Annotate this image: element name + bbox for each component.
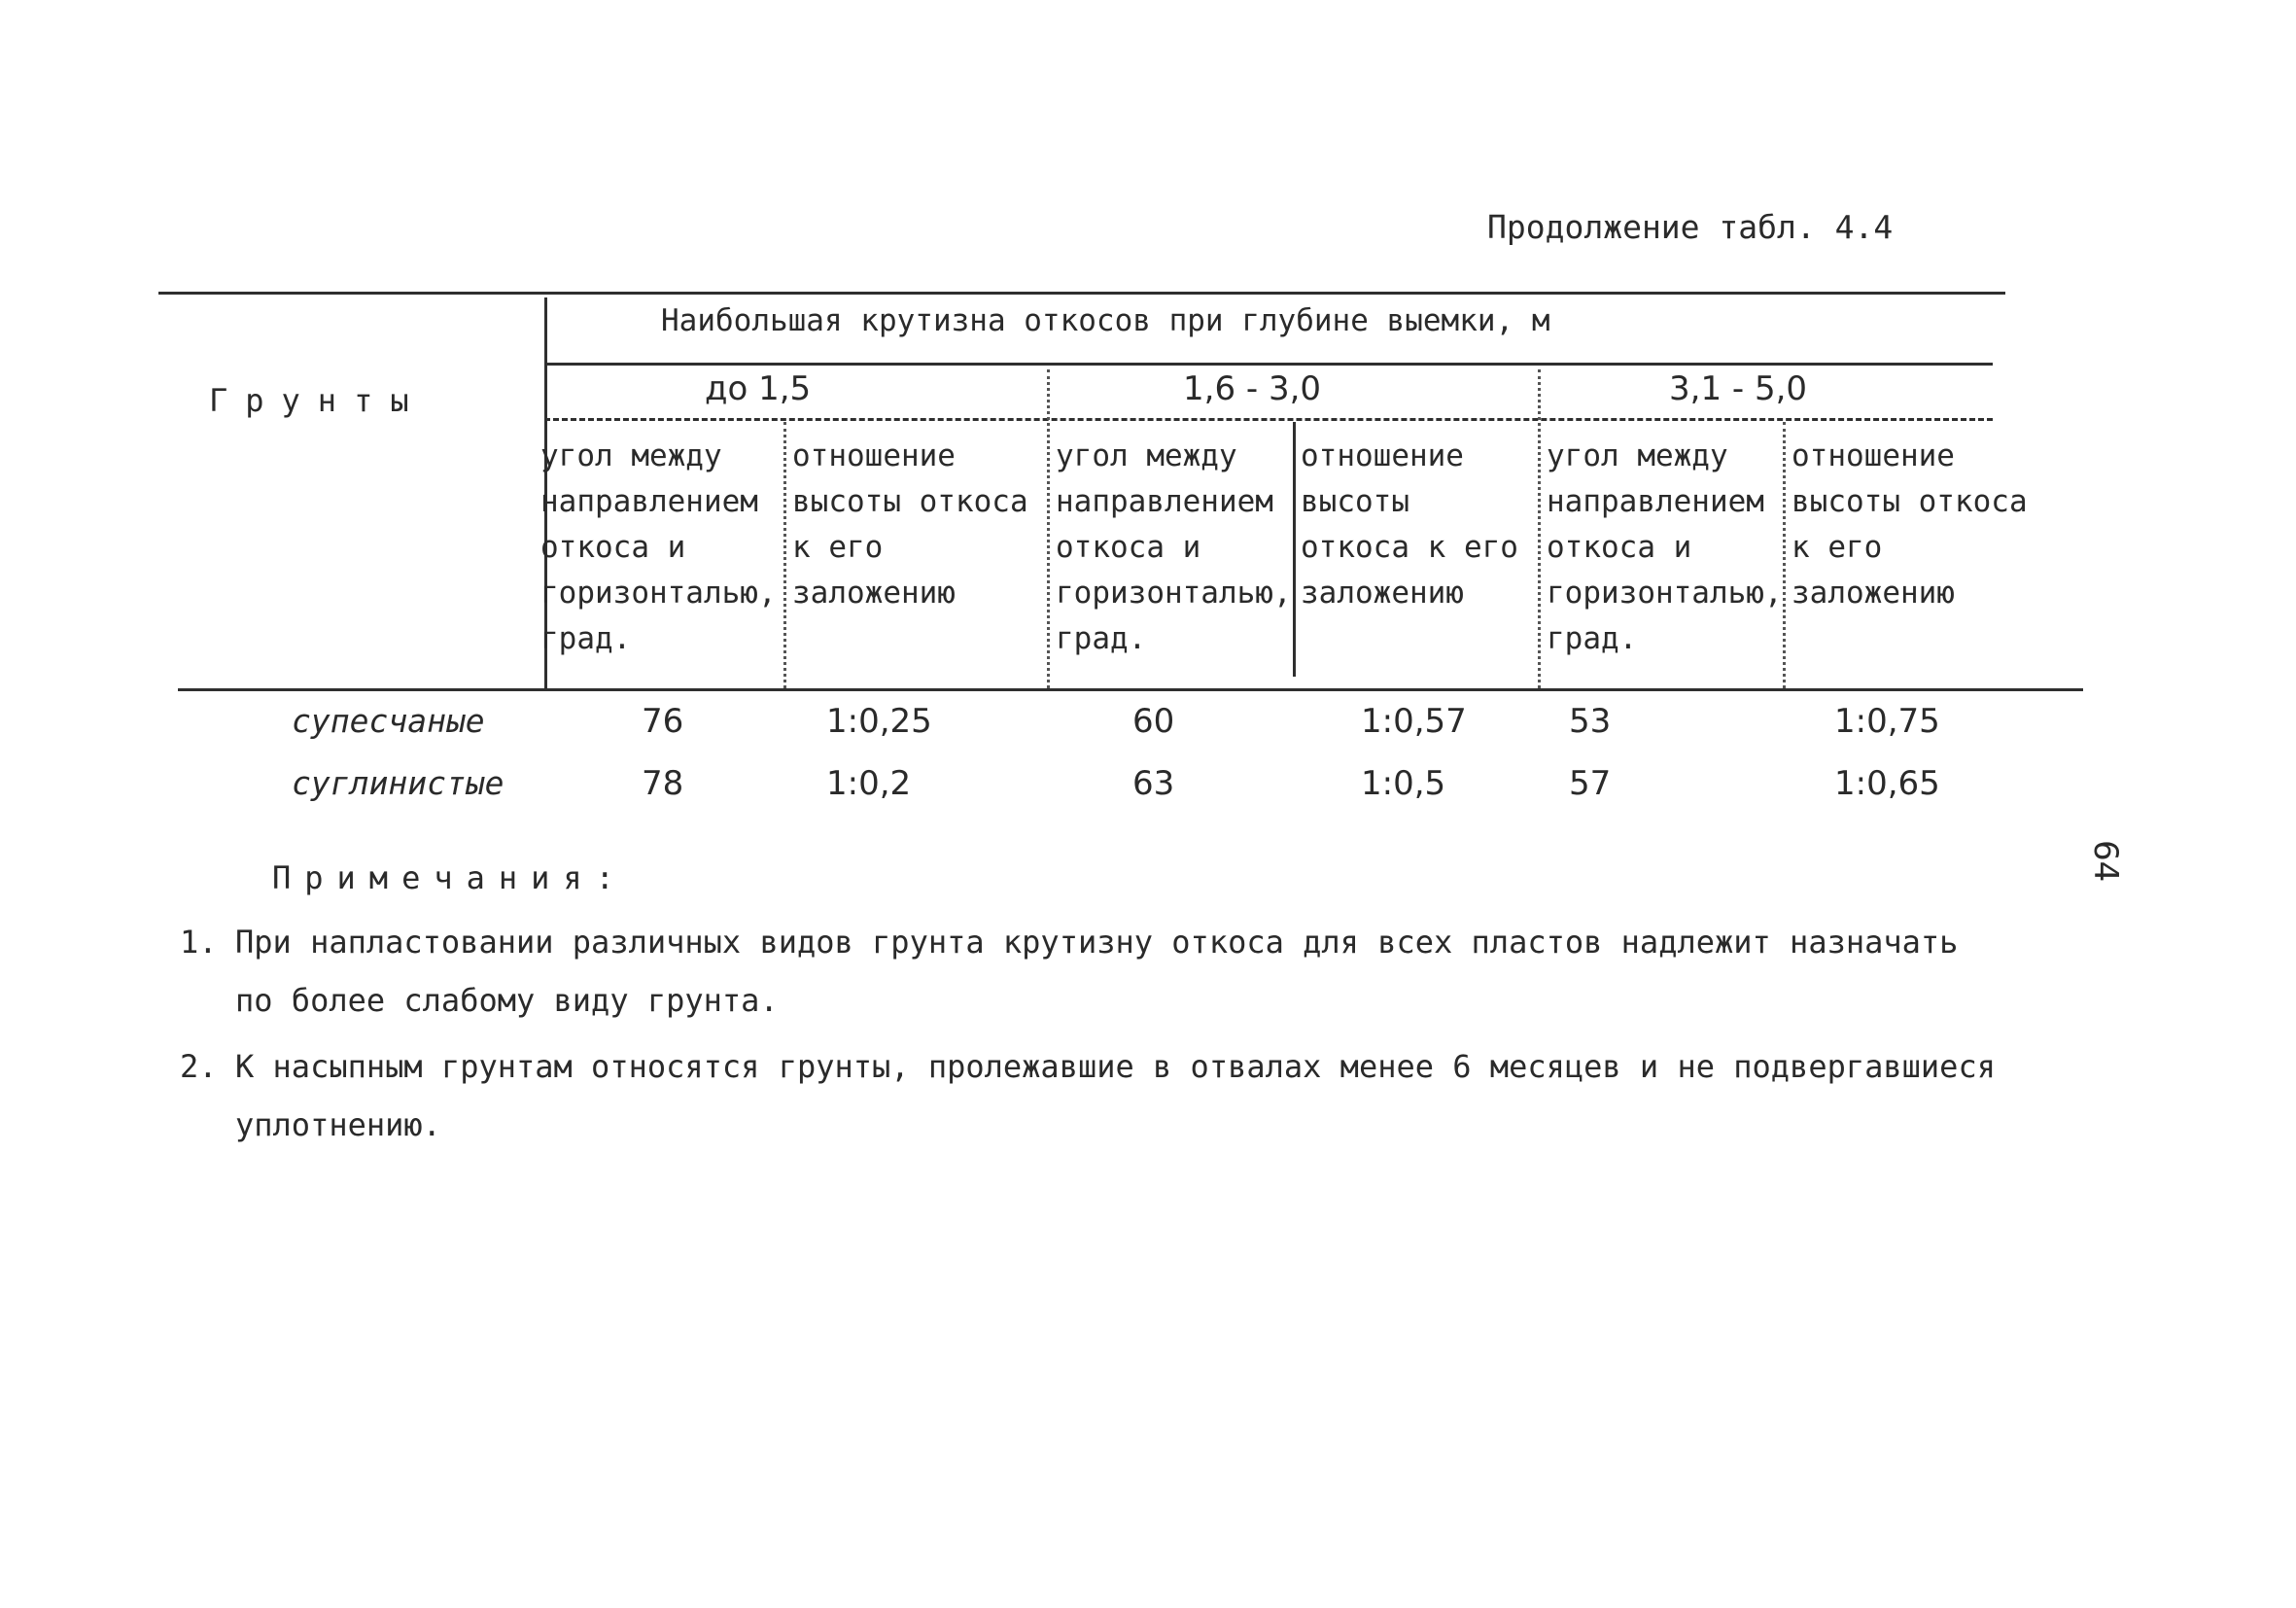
subheader-angle-1: угол между направлением откоса и горизонталью, град. (540, 438, 777, 656)
page-number: 64 (2086, 840, 2125, 883)
note-2-number: 2. (180, 1048, 218, 1085)
table-cell: 76 (642, 702, 684, 741)
table-cell: 78 (642, 764, 684, 803)
table-cell: 60 (1132, 702, 1175, 741)
table-vline-6 (1783, 422, 1786, 688)
table-top-rule (158, 292, 2005, 295)
row-header-soils: Грунты (209, 382, 427, 419)
subheader-angle-2: угол между направлением откоса и горизонталью, град. (1056, 438, 1292, 656)
header-bottom-rule (178, 688, 2083, 691)
table-cell: 1:0,2 (826, 764, 912, 803)
table-caption: Продолжение табл. 4.4 (1487, 208, 1894, 246)
table-cell: 53 (1569, 702, 1612, 741)
table-vline-4 (1293, 422, 1296, 677)
table-row-label: супесчаные (292, 702, 485, 740)
note-2-text-cont: уплотнению. (235, 1106, 441, 1143)
note-1-text-cont: по более слабому виду грунта. (235, 982, 779, 1019)
subheader-rule (544, 418, 1993, 421)
table-row-label: суглинистые (292, 764, 504, 802)
table-cell: 63 (1132, 764, 1175, 803)
table-cell: 57 (1569, 764, 1612, 803)
depth-group-1: до 1,5 (705, 369, 812, 408)
depth-group-2: 1,6 - 3,0 (1183, 369, 1322, 408)
table-cell: 1:0,25 (826, 702, 932, 741)
table-vline-5 (1538, 369, 1541, 688)
table-cell: 1:0,57 (1361, 702, 1467, 741)
note-2-text: К насыпным грунтам относятся грунты, пролежавшие в отвалах менее 6 месяцев и не подвергавшиеся (235, 1048, 1996, 1085)
subheader-ratio-1: отношение высоты откоса к его заложению (792, 438, 1028, 611)
subheader-ratio-2: отношение высоты откоса к его заложению (1301, 438, 1518, 611)
table-vline-2 (783, 422, 786, 688)
main-header: Наибольшая крутизна откосов при глубине выемки, м (661, 303, 1550, 338)
table-vline-3 (1047, 369, 1050, 688)
table-cell: 1:0,65 (1834, 764, 1940, 803)
subheader-ratio-3: отношение высоты откоса к его заложению (1792, 438, 2028, 611)
note-1-text: При напластовании различных видов грунта крутизну откоса для всех пластов надлежит назначать (235, 924, 1959, 961)
depth-group-3: 3,1 - 5,0 (1669, 369, 1808, 408)
note-1-number: 1. (180, 924, 218, 961)
table-cell: 1:0,5 (1361, 764, 1446, 803)
subheader-angle-3: угол между направлением откоса и горизонталью, град. (1547, 438, 1783, 656)
table-cell: 1:0,75 (1834, 702, 1940, 741)
notes-title: Примечания: (272, 859, 628, 896)
